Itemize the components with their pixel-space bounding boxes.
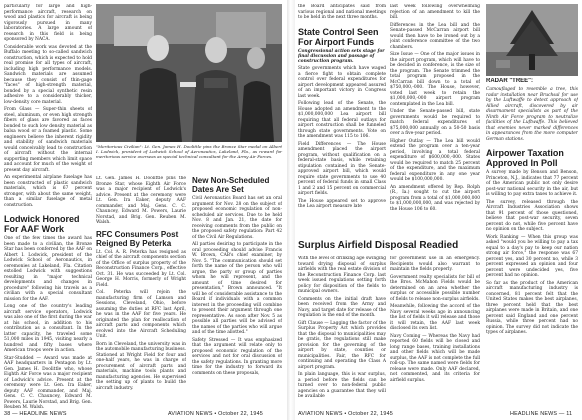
ceremony-photo-illustration bbox=[96, 4, 282, 142]
radar-tree-illustration bbox=[486, 4, 578, 76]
right-column-2 bbox=[390, 4, 480, 240]
article-text: All parties desiring to participate in the oral proceeding should advise Francis W. Brown, CAB's chief examiner, by Nov. 5. "The communication should set forth the name of the person who will argue, the party or group of parties whom he will represent, and the amount of time desired for presentation," Brown announced. "It will be of considerable assistance to the Board if individuals with a common interest in the proceeding will combine to present their argument through one representative. As soon after Nov. 5 as possible all parties will be advised of the names of the parties who will argue and of the time allotted." bbox=[192, 242, 282, 335]
article-text: Born in Cleveland, the university was in the automobile manufacturing business. Stationed at Wright Field for four and one-half years, he was in charge of procurement of aircraft parts and materials, machine tools plants and manufacturing agencies. He supervised the setting up of plants to build the aircraft industry. bbox=[96, 341, 186, 391]
right-bottom-column-2 bbox=[390, 256, 480, 408]
page-gutter bbox=[287, 0, 295, 420]
article-text: State governments which have waged a fierce fight to obtain complete control over federal expenditures for airport development appeared assured of an important victory in Congress last week. bbox=[298, 66, 386, 99]
article-text: The survey, released through the Aircraft Industries Association shows that 91 percent of those questioned, believe that post-war security, seven percent do not, while five percent have no opinion on the subject. bbox=[486, 199, 578, 232]
headline-airpower-taxation: Airpower Taxation Approved In Poll bbox=[486, 148, 564, 168]
article-text: From Glass — Super-thin sheets of steel, aluminum, or even high strength fibers of glass are favored as faces bonded to such low density material as balsa wood or a foamed plastic. Some engineers believe the inherent rigidity and stability of sandwich materials would conceivably lead to construction of aircraft without the internal supporting members which limit space and account for much of the weight of present day aircraft. bbox=[4, 107, 92, 173]
article-text: for government use in an emergency. Recipients would also warrant to maintain the fields properly. bbox=[390, 256, 480, 272]
left-column-1 bbox=[4, 4, 92, 410]
headline-peterka: RFC Consumers Post Reigned By Peterka bbox=[96, 229, 179, 248]
article-text: Gift Clause — Lagging the factor of the Surplus Property Act which provides that the disposal to municipalities may be gratis, the regulations still make provision for the governing of the airport by state, counties or municipalities. Fair, the RFC for continuing and operating the Class A airport program. bbox=[298, 320, 386, 370]
article-text: Field Differences — The House amendment placed the airport program, without qualification on a federal-state basis, while retaining stipulation contained in the Senate-approved airport bill, which would require state governments to use 40 percent of federal funds in small Class 1 and 2 and 15 percent on commercial airport fields. bbox=[298, 141, 386, 197]
radar-tree-caption: Camouflaged to resemble a tree, this radar installation near Bruchsal for use by the Luftwaffe to detect approach of Allied aircraft, discovered by air disarmament specialists as part of the Ninth Air Force program to neutralize facilities of the Luftwaffe. This believed that enemies never marked differences in appearances from the more computer German stations. bbox=[486, 87, 578, 142]
article-text: An experimental airplane fuselage has been constructed of plastic sandwich materials, which is 67 percent stronger, with about the same weight, than a similar fuselage of metal construction. bbox=[4, 175, 92, 208]
article-text: One of the few times the award has been made to a civilian, the Bronze Star has been conferred by the AAF on Albert I. Lodwick, president of the Lodwick School of Aeronautics, in ceremonies at Lakeland, Fla. Citation extolled Lodwick with suggestions resulting in "major technical developments and changes in procedure" following his travels as a civilian with a special consultant mission for the AAF. bbox=[4, 236, 92, 302]
article-text: Differences in the Lea bill and the Senate-passed McCarran airport bill would then have to be ironed out by a joint conference committee of the two chambers. bbox=[390, 22, 480, 50]
article-text: Work Ranking — When this group was asked "would you be willing to pay a tax equal to a day's pay to keep our nation strong air force," the response was 67 percent yes, and 30 percent no, while 3 percent expressed an opinion and four percent were undecided yes, five percent had no opinion. bbox=[486, 234, 578, 278]
headline-lodwick: Lodwick Honored For AAF Work bbox=[4, 214, 80, 234]
article-text: the Board anticipates said from various regional and national meetings to be held in the next three months. bbox=[298, 4, 386, 20]
article-text: Col. Peterka will rejoin the manufacturing firm of Lamson and Sessions, Cleveland, Ohio, before assuming the duties at RFC last April, he was in the AAF for five years. He originated the plan for reallocation of aircraft parts and components which evolved into the Aircraft Scheduling Unit. bbox=[96, 290, 186, 339]
article-text: Higher Outlay — The Lea bill would extend the program over a ten-year period, involving a total federal expenditure of $600,000,-000. States would be required to match 25 percent of the expenditure, and the maximum federal expenditure in any one year would be $100,000,000. bbox=[390, 138, 480, 182]
headline-subtitle: Congressional action sets stage for final discussion and passage of construction program. bbox=[298, 48, 385, 65]
footer-issue-left: AVIATION NEWS • October 22, 1945 bbox=[168, 411, 263, 417]
left-column-2 bbox=[96, 176, 186, 408]
radar-tree-caption-title: RADAR "TREE": bbox=[486, 78, 534, 84]
article-text: last week following overwhelming rejection of an amendment to kill the bill. bbox=[390, 4, 480, 20]
article-text: Following lead of the Senate, the House adopted an amendment to the $1,000,000,000 Lea airport bill requiring that all federal outlays for airport construction shall be funneled through state governments. Vote on the amendment was 115 to 106. bbox=[298, 101, 386, 140]
article-text: Meanwhile, following the accord of the Navy several weeks ago in announcing the list of fields it will release and those it will retain, the AAF last week disclosed its own list. bbox=[390, 304, 480, 331]
right-column-1 bbox=[298, 4, 386, 240]
headline-state-control: State Control Seen For Airport Funds bbox=[298, 26, 379, 47]
article-text: Government realty specialists for bill of the Bros. McMahon Fields would be determined on an area whether the surplus or accessible possible number of fields to release non-surplus airfields. bbox=[390, 274, 480, 302]
article-text: Lt. Gen. James H. Doolittle pins the Bronze Star, whose Eighth Air Force was a major recipient of Lodwick's advice. Present at the ceremony were Lt. Gen. Ira Eaker, deputy AAF commander, and Maj. Gens. C. C. Chauncey, Edward M. Powers, Laurie Norstad, and Brig. Gen. Reuben M. Walsh. bbox=[96, 176, 186, 225]
article-text: An amendment offered by Rep. Rolph (R., Ia.) sought to cut the airport program from a total of $1,000,000,000 to $1,000,000,000, and was rejected by the House 106 to 60. bbox=[390, 184, 480, 212]
headline-non-scheduled: New Non-Scheduled Dates Are Set bbox=[192, 176, 270, 194]
right-page bbox=[296, 0, 582, 420]
article-text: Long one of the country's leading aircraft service operators, Lodwick was also one of the first during the war at his school, in addition to his contribution as a consultant. In the latter capacity, he traveled some 51,000 miles in 1945, visiting nearly a hundred and fifty bases where American troops were in action. bbox=[4, 304, 92, 353]
article-text: Safety Stressed — It was emphasized that the argument will relate only to proposed economic regulation of the services and not for oral discussion of the safety regulations. In granting more time for the industry to forward its comments on these proposals, bbox=[192, 337, 282, 376]
ceremony-photo bbox=[96, 4, 282, 142]
footer-page-number-right: HEADLINE NEWS — 11 bbox=[510, 411, 573, 417]
surplus-headline-box bbox=[298, 240, 480, 254]
article-text: Lt. Col. A. R. Peterka has resigned as chief of the aircraft components section of the Office of surplus property of the Reconstruction Finance Corp., effective Oct. 31. He was succeeded by Lt. Col. George H. Morris, formerly of Wright Field. bbox=[96, 249, 186, 288]
article-text: So far as the product of the American aircraft manufacturing industry is concerned, 81 percent felt that the United States makes the best airplanes, three percent held that the best airplanes were made in Britain, and one percent said England and one percent Russia, while three percent had no opinion. The survey did not indicate the types of airplanes. bbox=[486, 280, 578, 335]
footer-issue-right: AVIATION NEWS • October 22, 1945 bbox=[298, 411, 393, 417]
article-text: In plain language, this is war surplus, a period before the fields can be turned over to non-federal public agencies on a guarantee that they will be available bbox=[298, 372, 386, 399]
article-text: Civil Aeronautics Board has set an oral argument for Nov. 28 on the subject of proposed economic regulation of non-scheduled air services. Due to be held Nov. 8 and Jan. 21, the date for receiving comments from the public on the proposed safety regulation: Part 42 of the Civil Air Regulations. bbox=[192, 196, 282, 240]
article-text: Star-Studded — Award was made at AAF headquarters in Pentagon by Lt. Gen. James H. Doolittle who, whose Eighth Air Force was a major recipient of Lodwick's advice. Present at the ceremony were Lt. Gen. Ira Eaker, deputy AAF commander, and Maj. Gens. C. C. Chauncey, Edward M. Powers, Laurie Norstad, and Brig. Gen. Reuben M. Walsh. bbox=[4, 355, 92, 410]
article-text: The House appeared set to approve the Lea airport measure late bbox=[298, 198, 386, 210]
footer-page-number-left: 38 — HEADLINE NEWS bbox=[4, 411, 67, 417]
article-text: Navy Coming — Whereas the Navy had reported 60 fields will be closed and long range bases, training installations and other fields which will be made surplus, the AAF is not complete the full roll-up. The same named were fields for release were made. Only AAF declared, not commented, and its criteria for airfield surplus. bbox=[390, 333, 480, 383]
right-column-3 bbox=[486, 78, 578, 408]
article-text: Size Issue — One of the major issues in the airport program, which will have to be decided in conference, is the size of the program. The Senate trimmed the total program proposed in the McCarran bill down to a total of $750,000,-000. The House, however, voted last week to retain the $1,000,000,-000 airport program contemplated in the Lea bill. bbox=[390, 52, 480, 107]
photo-caption: "Meritorious Civilian": Lt. Gen. James H. Doolittle pins the Bronze Star medal on Albert I. Lodwick, president of Lodwick School of Aeronautics, Lakeland, Fla., as reward for meritorious service overseas as special technical consultant for the Army Air Forces. bbox=[96, 144, 282, 160]
article-text: Comments on the initial draft have been received from the Army and Navy, and target date for release of the regulation is the end of the month. bbox=[298, 296, 386, 318]
article-text: Under the Senate-passed bill, state governments would be required to match federal expenditures of $75,000,000 annually on a 50-50 basis over a five-year period. bbox=[390, 109, 480, 136]
article-text: Considerable work was devoted at the Buffalo meeting to so-called sandwich construction, which is expected to hold real promise for all types of aircraft, including high performance models. Sandwich materials are assumed because they consist of thin-gage "faces" of high-strength material, bonded by a special synthetic resin adhesive to a considerably thicker, low-density core material. bbox=[4, 44, 92, 105]
radar-tree-photo bbox=[486, 4, 578, 76]
left-column-3 bbox=[192, 176, 282, 408]
article-text: A survey made by Benson and Benson, Princeton, N.J., indicates that 77 percent of the American public not only desire post-war national security in the air, but is willing to pay extra taxes to achieve it. bbox=[486, 170, 578, 197]
article-text: particularly for large and high-performance aircraft, research on wood and plastics for aircraft is being vigorously pursued in many laboratories. A large amount of research in this field is being sponsored by NACA. bbox=[4, 4, 92, 42]
headline-surplus-airfield: Surplus Airfield Disposal Readied bbox=[298, 240, 459, 251]
article-text: With the level of drinking age swinging toward drying disposal of surplus airfields with the real estate division of the Reconstruction Finance Corp. last week issued regulations setting forth policy for disposition of the fields to municipal owners. bbox=[298, 256, 386, 294]
right-bottom-column-1 bbox=[298, 256, 386, 408]
left-page bbox=[0, 0, 286, 420]
